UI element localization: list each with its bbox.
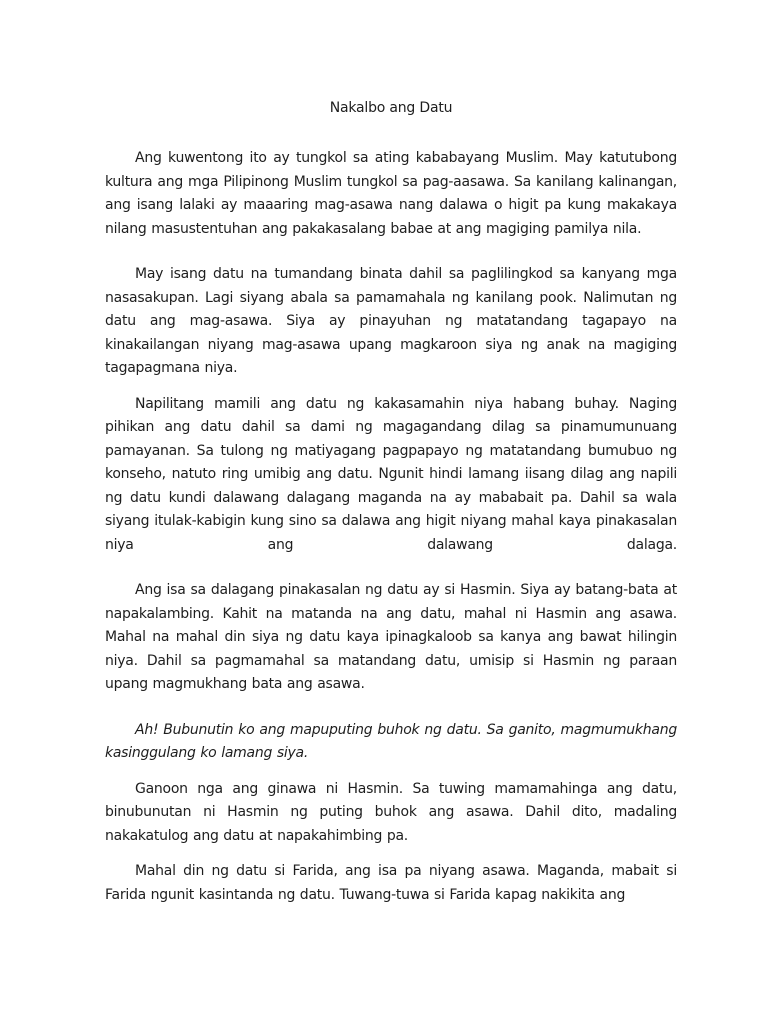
paragraph-datu-choosing: Napilitang mamili ang datu ng kakasamahin niya habang buhay. Naging pihikan ang datu dahil sa dami ng magagandang dilag sa pinamumunuang pamayanan. Sa tulong ng matiyagang pagpapayo ng matatandang bumubuo ng konseho, natuto ring umibig ang datu. Ngunit hindi lamang iisang dilag ang napili ng datu kundi dalawang dalagang maganda na ay mababait pa. Dahil sa wala siyang itulak-kabigin kung sino sa dalawa ang higit niyang mahal kaya pinakasalan niya ang dalawang dalaga. bbox=[105, 395, 677, 553]
paragraph-farida: Mahal din ng datu si Farida, ang isa pa niyang asawa. Maganda, mabait si Farida ngunit kasintanda ng datu. Tuwang-tuwa si Farida kapag nakikita ang bbox=[105, 863, 677, 903]
document-page bbox=[105, 98, 677, 907]
paragraph-hasmin-thought: Ah! Bubunutin ko ang mapuputing buhok ng datu. Sa ganito, magmumukhang kasinggulang ko lamang siya. bbox=[105, 721, 677, 761]
paragraph-hasmin-action: Ganoon nga ang ginawa ni Hasmin. Sa tuwing mamamahinga ang datu, binubunutan ni Hasmin ng puting buhok ang asawa. Dahil dito, madaling nakakatulog ang datu at napakahimbing pa. bbox=[105, 780, 677, 844]
paragraph-hasmin: Ang isa sa dalagang pinakasalan ng datu ay si Hasmin. Siya ay batang-bata at napakalambing. Kahit na matanda na ang datu, mahal ni Hasmin ang asawa. Mahal na mahal din siya ng datu kaya ipinagkaloob sa kanya ang bawat hilingin niya. Dahil sa pagmamahal sa matandang datu, umisip si Hasmin ng paraan upang magmukhang bata ang asawa. bbox=[105, 582, 677, 692]
document-title: Nakalbo ang Datu bbox=[329, 100, 453, 116]
paragraph-intro: Ang kuwentong ito ay tungkol sa ating kababayang Muslim. May katutubong kultura ang mga Pilipinong Muslim tungkol sa pag-aasawa. Sa kanilang kalinangan, ang isang lalaki ay maaaring mag-asawa nang dalawa o higit pa kung makakaya nilang masustentuhan ang pakakasalang babae at ang magiging pamilya nila. bbox=[105, 150, 677, 237]
paragraph-datu-bachelor: May isang datu na tumandang binata dahil sa paglilingkod sa kanyang mga nasasakupan. Lagi siyang abala sa pamamahala ng kanilang pook. Nalimutan ng datu ang mag-asawa. Siya ay pinayuhan ng matatandang tagapayo na kinakailangan niyang mag-asawa upang magkaroon siya ng anak na magiging tagapagmana niya. bbox=[105, 266, 677, 376]
